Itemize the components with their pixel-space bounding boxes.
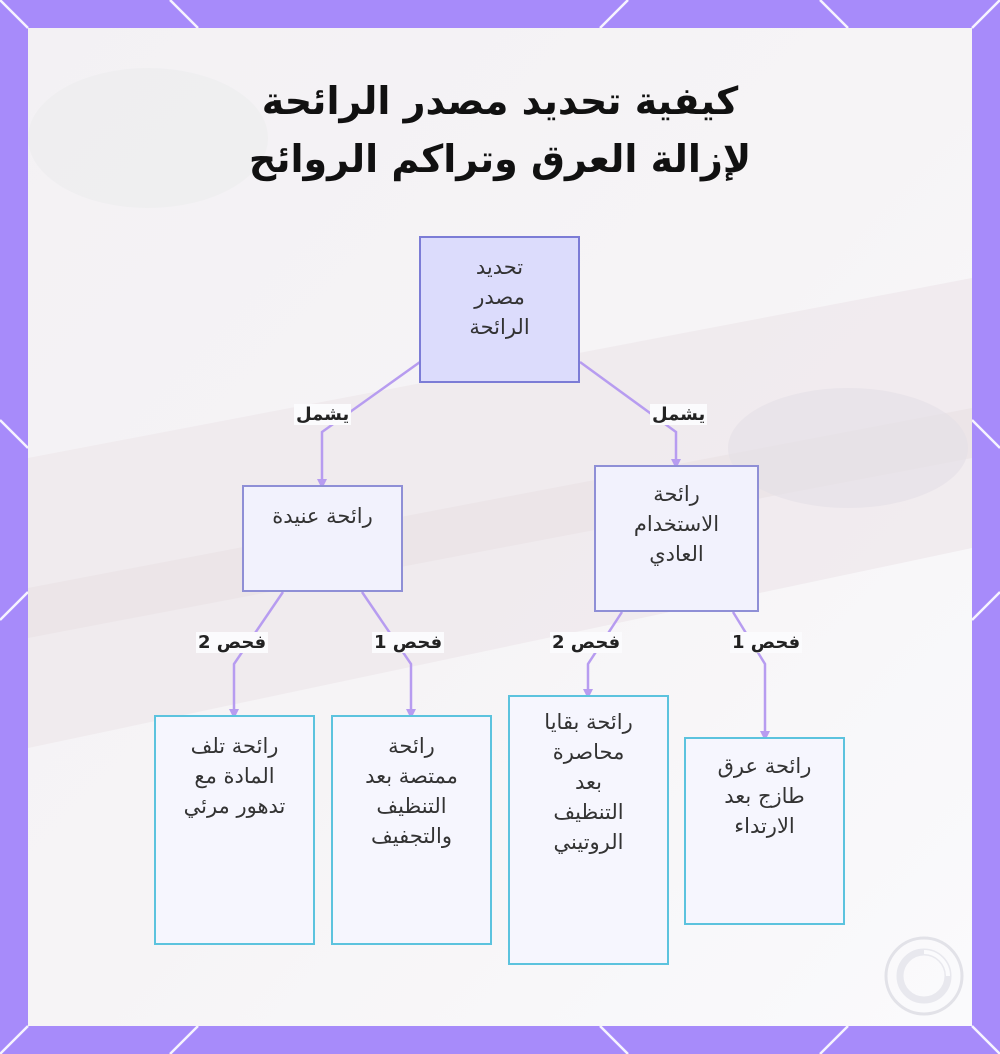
node-text-line: العادي <box>649 542 704 566</box>
node-trapped-residue-odor <box>508 695 669 965</box>
edge-label-check2-right: فحص 2 <box>552 632 621 653</box>
node-text-line: رائحة تلف <box>190 734 279 758</box>
node-text-line: تحديد <box>475 255 524 279</box>
node-absorbed-odor <box>331 715 492 945</box>
edge-label-check2-left: فحص 2 <box>198 632 267 653</box>
edge-normal-residue <box>588 612 622 694</box>
node-text-line: رائحة عرق <box>717 754 812 778</box>
node-text-line: التنظيف <box>553 800 624 824</box>
node-text-line: المادة مع <box>194 764 275 788</box>
node-identify-source <box>419 236 580 383</box>
edge-normal-fresh <box>733 612 765 736</box>
node-text-line: رائحة <box>653 482 700 506</box>
title-line-2: لإزالة العرق وتراكم الروائح <box>248 137 752 181</box>
watermark-logo-icon <box>882 934 966 1018</box>
node-text-line: تدهور مرئي <box>183 794 286 818</box>
node-text-line: رائحة <box>388 734 435 758</box>
node-text-line: التنظيف <box>376 794 447 818</box>
node-text-line: بعد <box>575 770 602 794</box>
edge-label-check1-left: فحص 1 <box>374 632 443 653</box>
node-normal-use-odor <box>594 465 759 612</box>
node-text-line: والتجفيف <box>371 824 452 848</box>
node-text-line: رائحة بقايا <box>544 710 633 734</box>
node-text-line: مصدر <box>474 285 525 309</box>
node-text-line: ممتصة بعد <box>365 764 458 788</box>
node-text-line: طازج بعد <box>724 784 805 808</box>
edge-stubborn-damage <box>234 592 283 714</box>
node-material-damage-odor <box>154 715 315 945</box>
edge-label-includes-right: يشمل <box>652 404 706 425</box>
node-fresh-sweat-odor <box>684 737 845 925</box>
node-text-line: رائحة عنيدة <box>272 504 373 528</box>
node-text-line: الروتيني <box>553 830 624 854</box>
node-text-line: الرائحة <box>469 315 530 339</box>
node-stubborn-odor <box>242 485 403 592</box>
node-text-line: الاستخدام <box>633 512 720 536</box>
edge-label-check1-right: فحص 1 <box>732 632 801 653</box>
node-text-line: محاصرة <box>552 740 625 764</box>
edge-stubborn-absorbed <box>362 592 411 714</box>
node-text-line: الارتداء <box>734 814 795 838</box>
edge-label-includes-left: يشمل <box>296 404 350 425</box>
title-line-1: كيفية تحديد مصدر الرائحة <box>261 79 739 123</box>
